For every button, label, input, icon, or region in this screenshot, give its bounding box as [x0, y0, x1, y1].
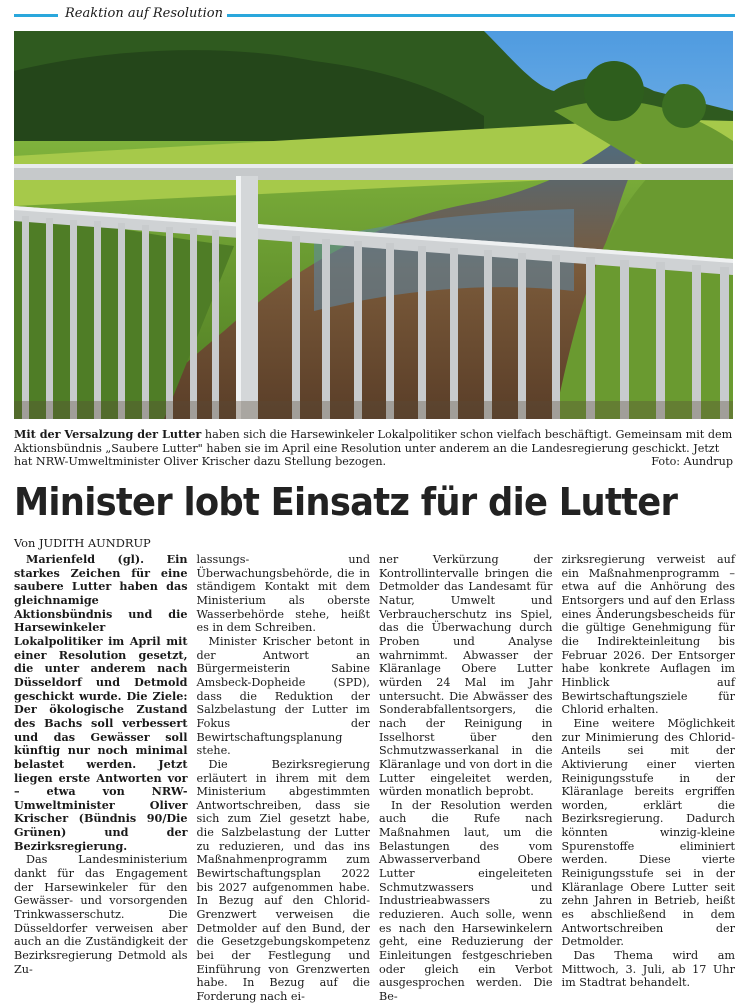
article-column-3 — [379, 553, 553, 1003]
body-paragraph: Minister Krischer betont in der Antwort an Bürgermeisterin Sabine Amsbeck-Dopheide (SPD), dass die Reduktion der Salzbelastung der Lutter im Fokus der Bewirtschaftungsplanung stehe. — [196, 634, 370, 758]
body-paragraph: ner Verkürzung der Kontrollintervalle bringen die Detmolder das Landesamt für Natur, Umwelt und Verbraucherschutz ins Spiel, das die Überwachung durch Proben und Analyse wahrnimmt. Abwasser der Kläranlage Obere Lutter würden 24 Mal im Jahr untersucht. Die Abwässer des Sonderabfallentsorgers, die nach der Reinigung in Isselhorst über den Schmutzwasserkanal in die Kläranlage und von dort in die Lutter eingeleitet werden, würden monatlich beprobt. — [379, 553, 553, 799]
body-paragraph: Die Bezirksregierung erläutert in ihrem mit dem Ministerium abgestimmten Antwortschreiben, dass sie sich zum Ziel gesetzt habe, die Salzbelastung der Lutter zu reduzieren, und das ins Maßnahmenprogramm zum Bewirtschaftungsplan 2022 bis 2027 aufgenommen habe. In Bezug auf den Chlorid-Grenzwert verweisen die Detmolder auf den Bund, der die Gesetzgebungskompetenz bei der Festlegung und Einführung von Grenzwerten habe. In Bezug auf die Forderung nach ei- — [196, 757, 370, 1003]
kicker-label: Reaktion auf Resolution — [61, 6, 227, 21]
article-column-2 — [196, 553, 371, 1003]
caption-text: haben sich die Harsewinkeler Lokalpolitiker schon vielfach beschäftigt. Gemeinsam mit dem Aktionsbündnis „Saubere Lutter" haben sie im April eine Resolution unter anderem an die Landesregierung geschickt. Jetzt hat NRW-Umweltminister Oliver Krischer dazu Stellung bezogen. — [14, 428, 733, 469]
article-column-1 — [14, 552, 188, 976]
body-paragraph: lassungs- und Überwachungsbehörde, die in ständigem Kontakt mit dem Ministerium als oberste Wasserbehörde stehe, heißt es in dem Schreiben. — [196, 553, 370, 635]
section-kicker — [14, 6, 735, 22]
body-paragraph: Eine weitere Möglichkeit zur Minimierung des Chlorid-Anteils sei mit der Aktivierung einer vierten Reinigungsstufe in der Kläranlage bereits ergriffen worden, erklärt die Bezirksregierung. Dadurch könnten winzig-kleine Spurenstoffe eliminiert werden. Diese vierte Reinigungsstufe sei in der Kläranlage Obere Lutter seit zehn Jahren in Betrieb, heißt es abschließend in dem Antwortschreiben der Detmolder. — [561, 716, 735, 949]
caption-lead: Mit der Versalzung der Lutter — [14, 427, 202, 441]
article-body — [14, 552, 735, 1003]
body-paragraph: In der Resolution werden auch die Rufe nach Maßnahmen laut, um die Belastungen des vom Abwasserverband Obere Lutter eingeleiteten Schmutzwassers und Industrieabwassers zu reduzieren. Auch solle, wenn es nach den Harsewinkelern geht, eine Reduzierung der Einleitungen festgeschrieben oder gleich ein Verbot ausgesprochen werden. Die Be- — [379, 798, 553, 1003]
kicker-rule-right — [204, 14, 735, 17]
article-photo — [14, 31, 733, 419]
headline: Minister lobt Einsatz für die Lutter — [14, 480, 678, 524]
article-column-4 — [561, 553, 736, 990]
byline: Von JUDITH AUNDRUP — [14, 536, 151, 550]
body-paragraph: zirksregierung verweist auf ein Maßnahmenprogramm – etwa auf die Anhörung des Entsorgers und auf den Erlass eines Änderungsbescheids für die gültige Genehmigung für die Indirekteinleitung bis Februar 2026. Der Entsorger habe konkrete Auflagen im Hinblick auf Bewirtschaftungsziele für Chlorid erhalten. — [561, 553, 735, 717]
caption-spacer — [14, 442, 733, 468]
photo-credit: Foto: Aundrup — [651, 455, 733, 469]
kicker-rule-left — [14, 14, 58, 17]
body-paragraph: Das Landesministerium dankt für das Engagement der Harsewinkeler für den Gewässer- und vorsorgenden Trinkwasserschutz. Die Düsseldorfer verweisen aber auch an die Zuständigkeit der Bezirksregierung Detmold als Zu- — [14, 853, 188, 976]
body-paragraph: Das Thema wird am Mittwoch, 3. Juli, ab 17 Uhr im Stadtrat behandelt. — [561, 949, 735, 990]
lead-paragraph: Marienfeld (gl). Ein starkes Zeichen für eine saubere Lutter haben das gleichnamige Aktionsbündnis und die Harsewinkeler Lokalpolitiker im April mit einer Resolution gesetzt, die unter anderem nach Düsseldorf und Detmold geschickt wurde. Die Ziele: Der ökologische Zustand des Bachs soll verbessert und das Gewässer soll künftig nur noch minimal belastet werden. Jetzt liegen erste Antworten vor – etwa von NRW-Umweltminister Oliver Krischer (Bündnis 90/Die Grünen) und der Bezirksregierung. — [14, 552, 188, 853]
